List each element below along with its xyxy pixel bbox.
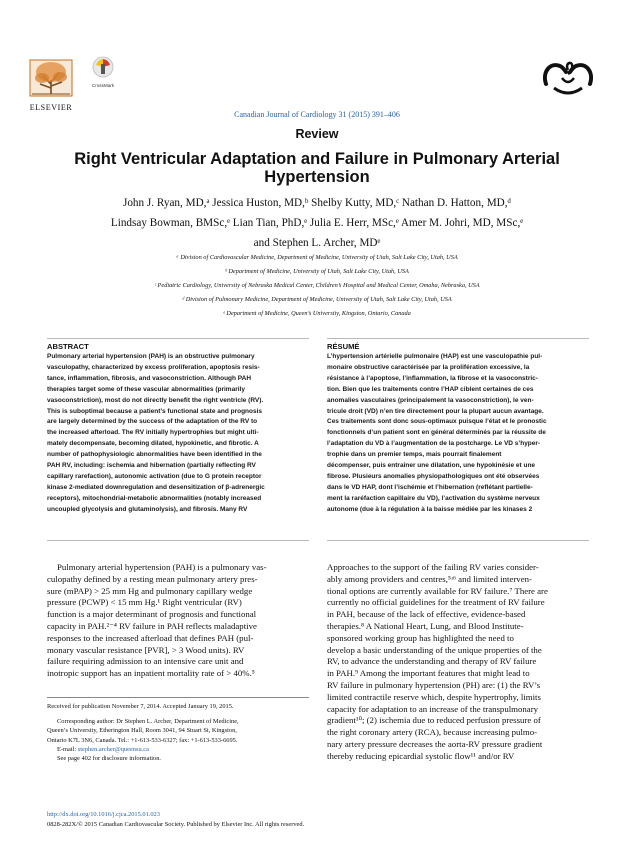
corresponding-line: Queen’s University, Etherington Hall, Room 3041, 94 Stuart St, Kingston, bbox=[47, 727, 237, 735]
disclosure-note: See page 402 for disclosure information. bbox=[57, 755, 161, 763]
resume-line: monaire obstructive caractérisée par la prolifération excessive, la bbox=[327, 363, 530, 371]
body-line: nary artery pressure decreases the aorta-RV pressure gradient bbox=[327, 738, 543, 749]
abstract-line: uncoupled glycolysis and glutaminolysis), and fibrosis. Many RV bbox=[47, 505, 248, 513]
abstract-line: vasoconstriction), most do not directly benefit the right ventricle (RV). bbox=[47, 396, 264, 404]
resume-line: résistance à l’apoptose, l’inflammation, la fibrose et la vasoconstric- bbox=[327, 374, 538, 382]
body-line: capacity in PAH.²⁻⁴ RV failure in PAH reflects maladaptive bbox=[47, 620, 257, 631]
abstract-line: This is suboptimal because a patient’s functional state and prognosis bbox=[47, 407, 263, 415]
resume-line: fonctionnels d’un patient sont en général déterminés par la réussite de bbox=[327, 429, 546, 437]
body-line: sure (mPAP) > 25 mm Hg and pulmonary capillary wedge bbox=[47, 585, 253, 596]
journal-heart-logo-icon bbox=[540, 58, 596, 98]
resume-bottom-rule bbox=[327, 540, 589, 541]
body-line: culopathy defined by a resting mean pulmonary artery pres- bbox=[47, 573, 258, 584]
body-line: tional options are currently available for RV failure.⁷ There are bbox=[327, 585, 548, 596]
resume-heading: RÉSUMÉ bbox=[327, 342, 360, 351]
body-line: failure requiring admission to an intensive care unit and bbox=[47, 656, 244, 667]
resume-block bbox=[327, 342, 589, 516]
abstract-line: vasculopathy, characterized by excess proliferation, apoptosis resis- bbox=[47, 363, 260, 371]
resume-line: décompenser, puis entraîner une dilatation, une hypokinésie et une bbox=[327, 462, 536, 470]
body-line: develop a basic understanding of the unique properties of the bbox=[327, 644, 542, 655]
resume-text bbox=[327, 352, 589, 516]
resume-line: tion. Bien que les traitements contre l’HAP ciblent certaines de ces bbox=[327, 385, 534, 393]
elsevier-wordmark: ELSEVIER bbox=[29, 103, 73, 112]
body-column-left bbox=[47, 562, 309, 680]
abstract-line: mately decompensate, becoming dilated, hypokinetic, and fibrotic. A bbox=[47, 440, 259, 448]
abstract-heading: ABSTRACT bbox=[47, 342, 89, 351]
body-line: gradient¹⁰; (2) ischemia due to reduced perfusion pressure of bbox=[327, 715, 541, 726]
abstract-line: tance, inflammation, fibrosis, and vasoconstriction. Although PAH bbox=[47, 374, 252, 382]
abstract-line: Pulmonary arterial hypertension (PAH) is an obstructive pulmonary bbox=[47, 353, 255, 360]
resume-line: fibrose. Plusieurs anomalies physiopathologiques ont été observées bbox=[327, 472, 540, 480]
body-line: pressure (PCWP) < 15 mm Hg.¹ Right ventricular (RV) bbox=[47, 597, 242, 608]
abstract-block bbox=[47, 342, 309, 516]
affiliation: ᶜ Pediatric Cardiology, University of Nebraska Medical Center, Children’s Hospital and Medical Center, Omaha, Nebraska, USA bbox=[154, 282, 480, 289]
email-link[interactable]: stephen.archer@queensu.ca bbox=[77, 745, 149, 753]
footnotes bbox=[47, 702, 309, 763]
footnote-rule bbox=[47, 697, 309, 698]
author-line: John J. Ryan, MD,ᵃ Jessica Huston, MD,ᵇ Shelby Kutty, MD,ᶜ Nathan D. Hatton, MD,ᵈ bbox=[122, 197, 511, 209]
email-line bbox=[47, 745, 309, 754]
abstract-bottom-rule bbox=[47, 540, 309, 541]
body-line: limited contractile reserve which, despite hypertrophy, limits bbox=[327, 691, 541, 702]
doi-link[interactable]: http://dx.doi.org/10.1016/j.cjca.2015.01.023 bbox=[47, 811, 160, 818]
body-line: RV failure in pulmonary hypertension (PH) are: (1) the RV’s bbox=[327, 679, 541, 690]
abstract-text bbox=[47, 352, 309, 516]
resume-line: autonome (due à la régulation à la baisse médiée par les kinases 2 bbox=[327, 505, 533, 513]
abstract-line: are largely determined by the success of the adaptation of the RV to bbox=[47, 418, 258, 426]
abstract-top-rule bbox=[47, 338, 309, 339]
journal-reference[interactable]: Canadian Journal of Cardiology 31 (2015) 391–406 bbox=[234, 110, 400, 119]
crossmark-badge[interactable] bbox=[91, 56, 115, 88]
received-note: Received for publication November 7, 2014. Accepted January 19, 2015. bbox=[47, 703, 234, 710]
body-line: thereby reducing epicardial systolic flow¹¹ and/or RV bbox=[327, 750, 515, 761]
copyright-line: 0828-282X/© 2015 Canadian Cardiovascular Society. Published by Elsevier Inc. All rights reserved. bbox=[47, 821, 305, 828]
crossmark-label: CrossMark bbox=[91, 83, 115, 88]
abstract-line: capillary rarefaction), autonomic activation (due to G protein receptor bbox=[47, 472, 262, 480]
body-line: responses to the increased afterload that defines PAH (pul- bbox=[47, 632, 254, 643]
body-column-right bbox=[327, 562, 589, 763]
resume-line: dans le VD HAP, dont l’ischémie et l’hibernation (reflétant partielle- bbox=[327, 483, 533, 491]
body-line: therapies.⁸ A National Heart, Lung, and Blood Institute- bbox=[327, 620, 524, 631]
resume-line: l’adaptation du VD à l’augmentation de la postcharge. Le VD s’hyper- bbox=[327, 440, 541, 448]
resume-line: tricule droit (VD) n’en tire directement pour la plupart aucun avantage. bbox=[327, 407, 544, 415]
body-line: Pulmonary arterial hypertension (PAH) is a pulmonary vas- bbox=[57, 562, 267, 572]
resume-line: trophie dans un premier temps, mais pourrait finalement bbox=[327, 451, 502, 459]
body-line: Approaches to the support of the failing RV varies consider- bbox=[327, 562, 539, 572]
resume-line: anomalies vasculaires (principalement la vasoconstriction), le ven- bbox=[327, 396, 534, 404]
resume-line: Ces traitements sont donc sous-optimaux puisque l’état et le pronostic bbox=[327, 418, 547, 426]
body-line: in PAH.⁹ Among the important features that might lead to bbox=[327, 668, 530, 679]
corresponding-line: Corresponding author: Dr Stephen L. Archer, Department of Medicine, bbox=[57, 718, 239, 726]
body-line: the right coronary artery (RCA), because increasing pulmo- bbox=[327, 727, 538, 738]
body-line: in PAH, because of the lack of effective, evidence-based bbox=[327, 609, 526, 620]
resume-top-rule bbox=[327, 338, 589, 339]
affiliation: ᵉ Department of Medicine, Queen’s University, Kingston, Ontario, Canada bbox=[223, 310, 411, 317]
article-section: Review bbox=[295, 127, 339, 141]
abstract-line: the increased afterload. The RV initially hypertrophies but might ulti- bbox=[47, 429, 259, 437]
crossmark-icon bbox=[91, 56, 115, 78]
body-line: inotropic support has an inpatient mortality rate of > 40%.⁵ bbox=[47, 668, 255, 679]
abstract-line: kinase 2-mediated downregulation and desensitization of β-adrenergic bbox=[47, 483, 265, 491]
abstract-line: receptors), mitochondrial-metabolic abnormalities (notably increased bbox=[47, 494, 262, 502]
body-line: ably among providers and centres,⁵ʴ⁶ and limited interven- bbox=[327, 573, 532, 584]
body-line: sponsored working group has highlighted the need to bbox=[327, 632, 514, 643]
body-line: RV, to advance the understanding and therapy of RV failure bbox=[327, 656, 537, 667]
author-list bbox=[40, 193, 594, 253]
affiliation: ᵃ Division of Cardiovascular Medicine, Department of Medicine, University of Utah, Salt Lake City, Utah, USA bbox=[176, 254, 458, 261]
resume-line: L’hypertension artérielle pulmonaire (HAP) est une vasculopathie pul- bbox=[327, 353, 543, 360]
body-line: capacity for adaptation to an increase of the transpulmonary bbox=[327, 703, 539, 714]
affiliation: ᵈ Division of Pulmonary Medicine, Department of Medicine, University of Utah, Salt Lake City, Utah, USA bbox=[182, 296, 452, 303]
body-line: monary vascular resistance [PVR], > 3 Wood units). RV bbox=[47, 644, 245, 655]
resume-line: ment la raréfaction capillaire du VD), l’activation du système nerveux bbox=[327, 494, 540, 502]
abstract-line: number of pathophysiologic abnormalities have been identified in the bbox=[47, 451, 262, 459]
body-line: function is a major determinant of prognosis and functional bbox=[47, 609, 257, 620]
author-line: Lindsay Bowman, BMSc,ᵉ Lian Tian, PhD,ᵉ Julia E. Herr, MSc,ᵉ Amer M. Johri, MD, MSc,ᵉ bbox=[110, 217, 524, 229]
elsevier-tree-icon bbox=[28, 58, 74, 98]
body-line: currently no official guidelines for the treatment of RV failure bbox=[327, 597, 545, 608]
abstract-line: PAH RV, including: ischemia and hibernation (partially reflecting RV bbox=[47, 462, 256, 470]
article-title: Right Ventricular Adaptation and Failure in Pulmonary Arterial Hypertension bbox=[74, 150, 560, 186]
elsevier-logo bbox=[28, 58, 74, 112]
affiliation: ᵇ Department of Medicine, University of Utah, Salt Lake City, Utah, USA bbox=[225, 268, 409, 275]
author-line: and Stephen L. Archer, MDᵉ bbox=[253, 237, 381, 249]
corresponding-line: Ontario K7L 3N6, Canada. Tel.: +1-613-533-6327; fax: +1-613-533-6695. bbox=[47, 736, 238, 744]
email-label: E-mail: bbox=[57, 745, 78, 753]
abstract-line: therapies target some of these vascular abnormalities (primarily bbox=[47, 385, 245, 393]
